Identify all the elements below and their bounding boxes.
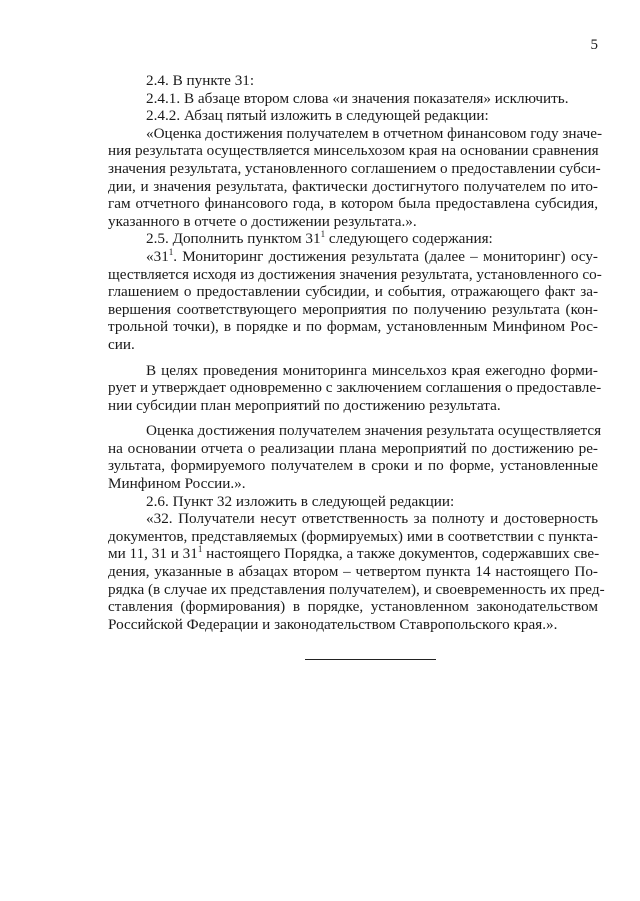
text-line: ставления (формирования) в порядке, установленном законодательством xyxy=(108,598,598,616)
text-line: 2.6. Пункт 32 изложить в следующей редакции: xyxy=(146,492,455,510)
text-fragment: настоящего Порядка, а также документов, содержавших све- xyxy=(202,545,600,563)
text-line: 2.4. В пункте 31: xyxy=(146,72,255,89)
text-line: нии субсидии план мероприятий по достижению результата. xyxy=(108,396,501,414)
text-line: ния результата осуществляется минсельхозом края на основании сравнения xyxy=(108,142,599,160)
text-line: рует и утверждает одновременно с заключением соглашения о предоставле- xyxy=(108,379,602,397)
text-line: ществляется исходя из достижения значения результата, установленного со- xyxy=(108,265,602,283)
superscript: 1 xyxy=(168,246,174,257)
text-line: дения, указанные в абзацах втором – четвертом пункта 14 настоящего По- xyxy=(108,563,598,581)
superscript: 1 xyxy=(320,229,326,240)
text-line: сии. xyxy=(108,335,135,353)
text-line: Минфином России.». xyxy=(108,475,246,493)
text-line xyxy=(108,230,598,248)
text-line: Оценка достижения получателем значения результата осуществляется xyxy=(146,422,602,440)
text-line: «32. Получатели несут ответственность за полноту и достоверность xyxy=(146,510,598,528)
text-line: указанного в отчете о достижении результата.». xyxy=(108,212,417,230)
closing-rule xyxy=(305,659,436,660)
text-line: вершения соответствующего мероприятия по получению результата (кон- xyxy=(108,300,598,318)
text-line xyxy=(108,248,598,266)
text-fragment: следующего содержания: xyxy=(325,230,493,248)
text-line: Российской Федерации и законодательством Ставропольского края.». xyxy=(108,615,558,633)
text-fragment: «31 xyxy=(146,247,169,265)
text-line: В целях проведения мониторинга минсельхоз края ежегодно форми- xyxy=(146,361,598,379)
text-fragment: . Мониторинг достижения результата (далее – мониторинг) осу- xyxy=(173,247,598,265)
text-line: дии, и значения результата, фактически достигнутого получателем по ито- xyxy=(108,177,598,195)
text-line: гам отчетного финансового года, в котором была предоставлена субсидия, xyxy=(108,195,598,213)
text-line: 2.4.2. Абзац пятый изложить в следующей редакции: xyxy=(146,107,489,125)
text-fragment: 2.5. Дополнить пунктом 31 xyxy=(146,230,321,248)
text-line xyxy=(108,545,598,563)
text-fragment: ми 11, 31 и 31 xyxy=(108,545,198,563)
text-line: трольной точки), в порядке и по формам, установленным Минфином Рос- xyxy=(108,318,598,336)
text-line: зультата, формируемого получателем в сроки и по форме, установленные xyxy=(108,457,598,475)
text-line: рядка (в случае их представления получателем), и своевременность их пред- xyxy=(108,580,605,598)
text-line: глашением о предоставлении субсидии, и события, отражающего факт за- xyxy=(108,283,598,301)
document-body xyxy=(108,72,605,633)
text-line: значения результата, установленного соглашением о предоставлении субси- xyxy=(108,159,601,177)
superscript: 1 xyxy=(197,544,203,555)
text-line: документов, представляемых (формируемых) ими в соответствии с пункта- xyxy=(108,527,598,545)
text-line: «Оценка достижения получателем в отчетном финансовом году значе- xyxy=(146,124,603,142)
page-number: 5 xyxy=(590,37,598,53)
text-line: 2.4.1. В абзаце втором слова «и значения показателя» исключить. xyxy=(146,89,569,107)
text-line: на основании отчета о реализации плана мероприятий по достижению ре- xyxy=(108,439,598,457)
